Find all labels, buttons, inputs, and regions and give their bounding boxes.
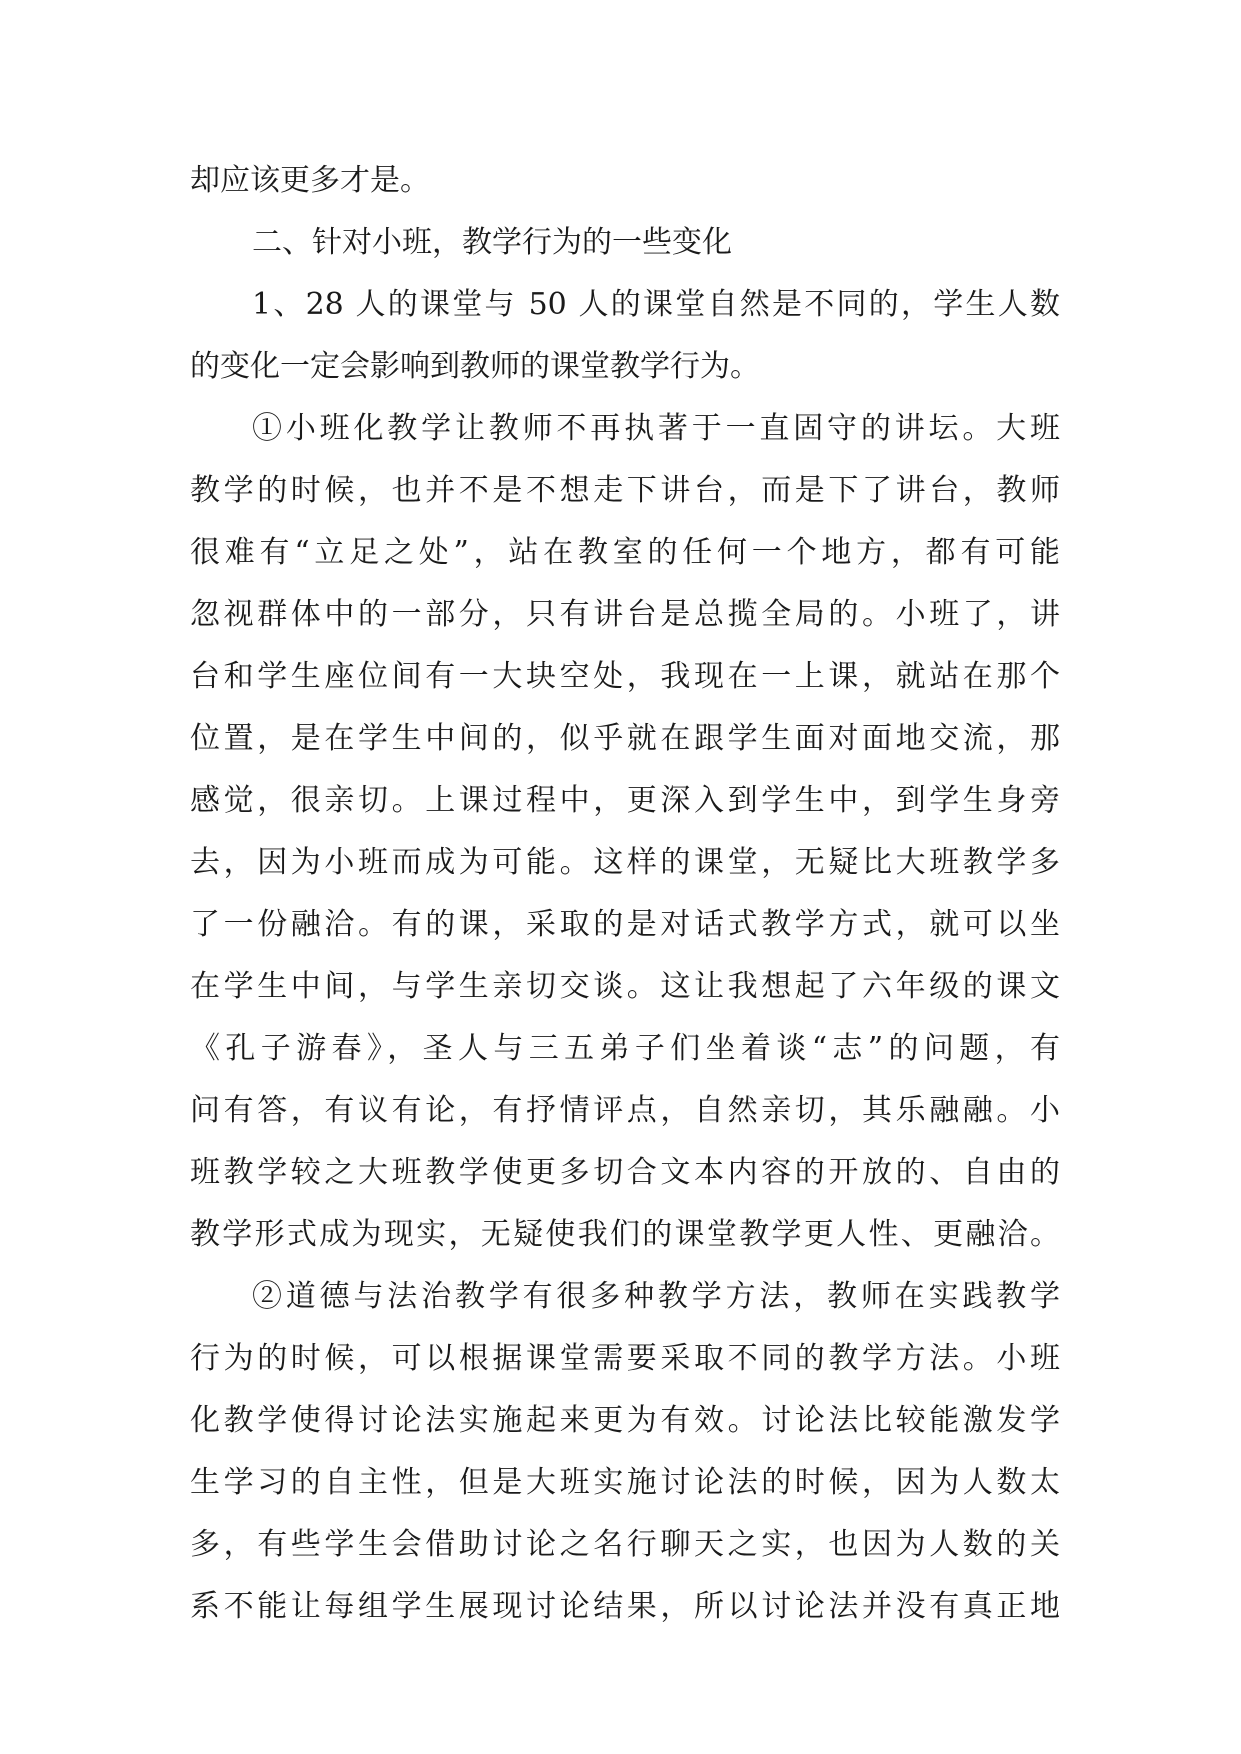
- document-page: [190, 150, 1060, 1638]
- text-line: 问有答，有议有论，有抒情评点，自然亲切，其乐融融。小: [190, 1093, 1060, 1128]
- text-line: 了一份融洽。有的课，采取的是对话式教学方式，就可以坐: [190, 907, 1060, 942]
- text-line: 很难有“立足之处”，站在教室的任何一个地方，都有可能: [190, 535, 1060, 570]
- text-line: 行为的时候，可以根据课堂需要采取不同的教学方法。小班: [190, 1341, 1060, 1376]
- text-line: 多，有些学生会借助讨论之名行聊天之实，也因为人数的关: [190, 1527, 1060, 1562]
- text-line: 感觉，很亲切。上课过程中，更深入到学生中，到学生身旁: [190, 783, 1060, 818]
- text-line: 去，因为小班而成为可能。这样的课堂，无疑比大班教学多: [190, 845, 1060, 880]
- text-line: 的变化一定会影响到教师的课堂教学行为。: [190, 349, 760, 384]
- text-line: 班教学较之大班教学使更多切合文本内容的开放的、自由的: [190, 1155, 1060, 1190]
- text-line: 忽视群体中的一部分，只有讲台是总揽全局的。小班了，讲: [190, 597, 1060, 632]
- text-line: 化教学使得讨论法实施起来更为有效。讨论法比较能激发学: [190, 1403, 1060, 1438]
- text-line: 系不能让每组学生展现讨论结果，所以讨论法并没有真正地: [190, 1589, 1060, 1624]
- text-line: 生学习的自主性，但是大班实施讨论法的时候，因为人数太: [190, 1465, 1060, 1500]
- text-line: 在学生中间，与学生亲切交谈。这让我想起了六年级的课文: [190, 969, 1060, 1004]
- section-heading: 二、针对小班，教学行为的一些变化: [252, 225, 732, 260]
- text-line: 1、28 人的课堂与 50 人的课堂自然是不同的，学生人数: [252, 287, 1060, 322]
- text-line: 教学的时候，也并不是不想走下讲台，而是下了讲台，教师: [190, 473, 1060, 508]
- text-line: 《孔子游春》，圣人与三五弟子们坐着谈“志”的问题，有: [190, 1031, 1060, 1066]
- text-line: 教学形式成为现实，无疑使我们的课堂教学更人性、更融洽。: [190, 1217, 1060, 1252]
- text-line: 位置，是在学生中间的，似乎就在跟学生面对面地交流，那: [190, 721, 1060, 756]
- text-line: ①小班化教学让教师不再执著于一直固守的讲坛。大班: [252, 411, 1060, 446]
- text-line: ②道德与法治教学有很多种教学方法，教师在实践教学: [252, 1279, 1060, 1314]
- text-line: 台和学生座位间有一大块空处，我现在一上课，就站在那个: [190, 659, 1060, 694]
- text-line: 却应该更多才是。: [190, 163, 430, 198]
